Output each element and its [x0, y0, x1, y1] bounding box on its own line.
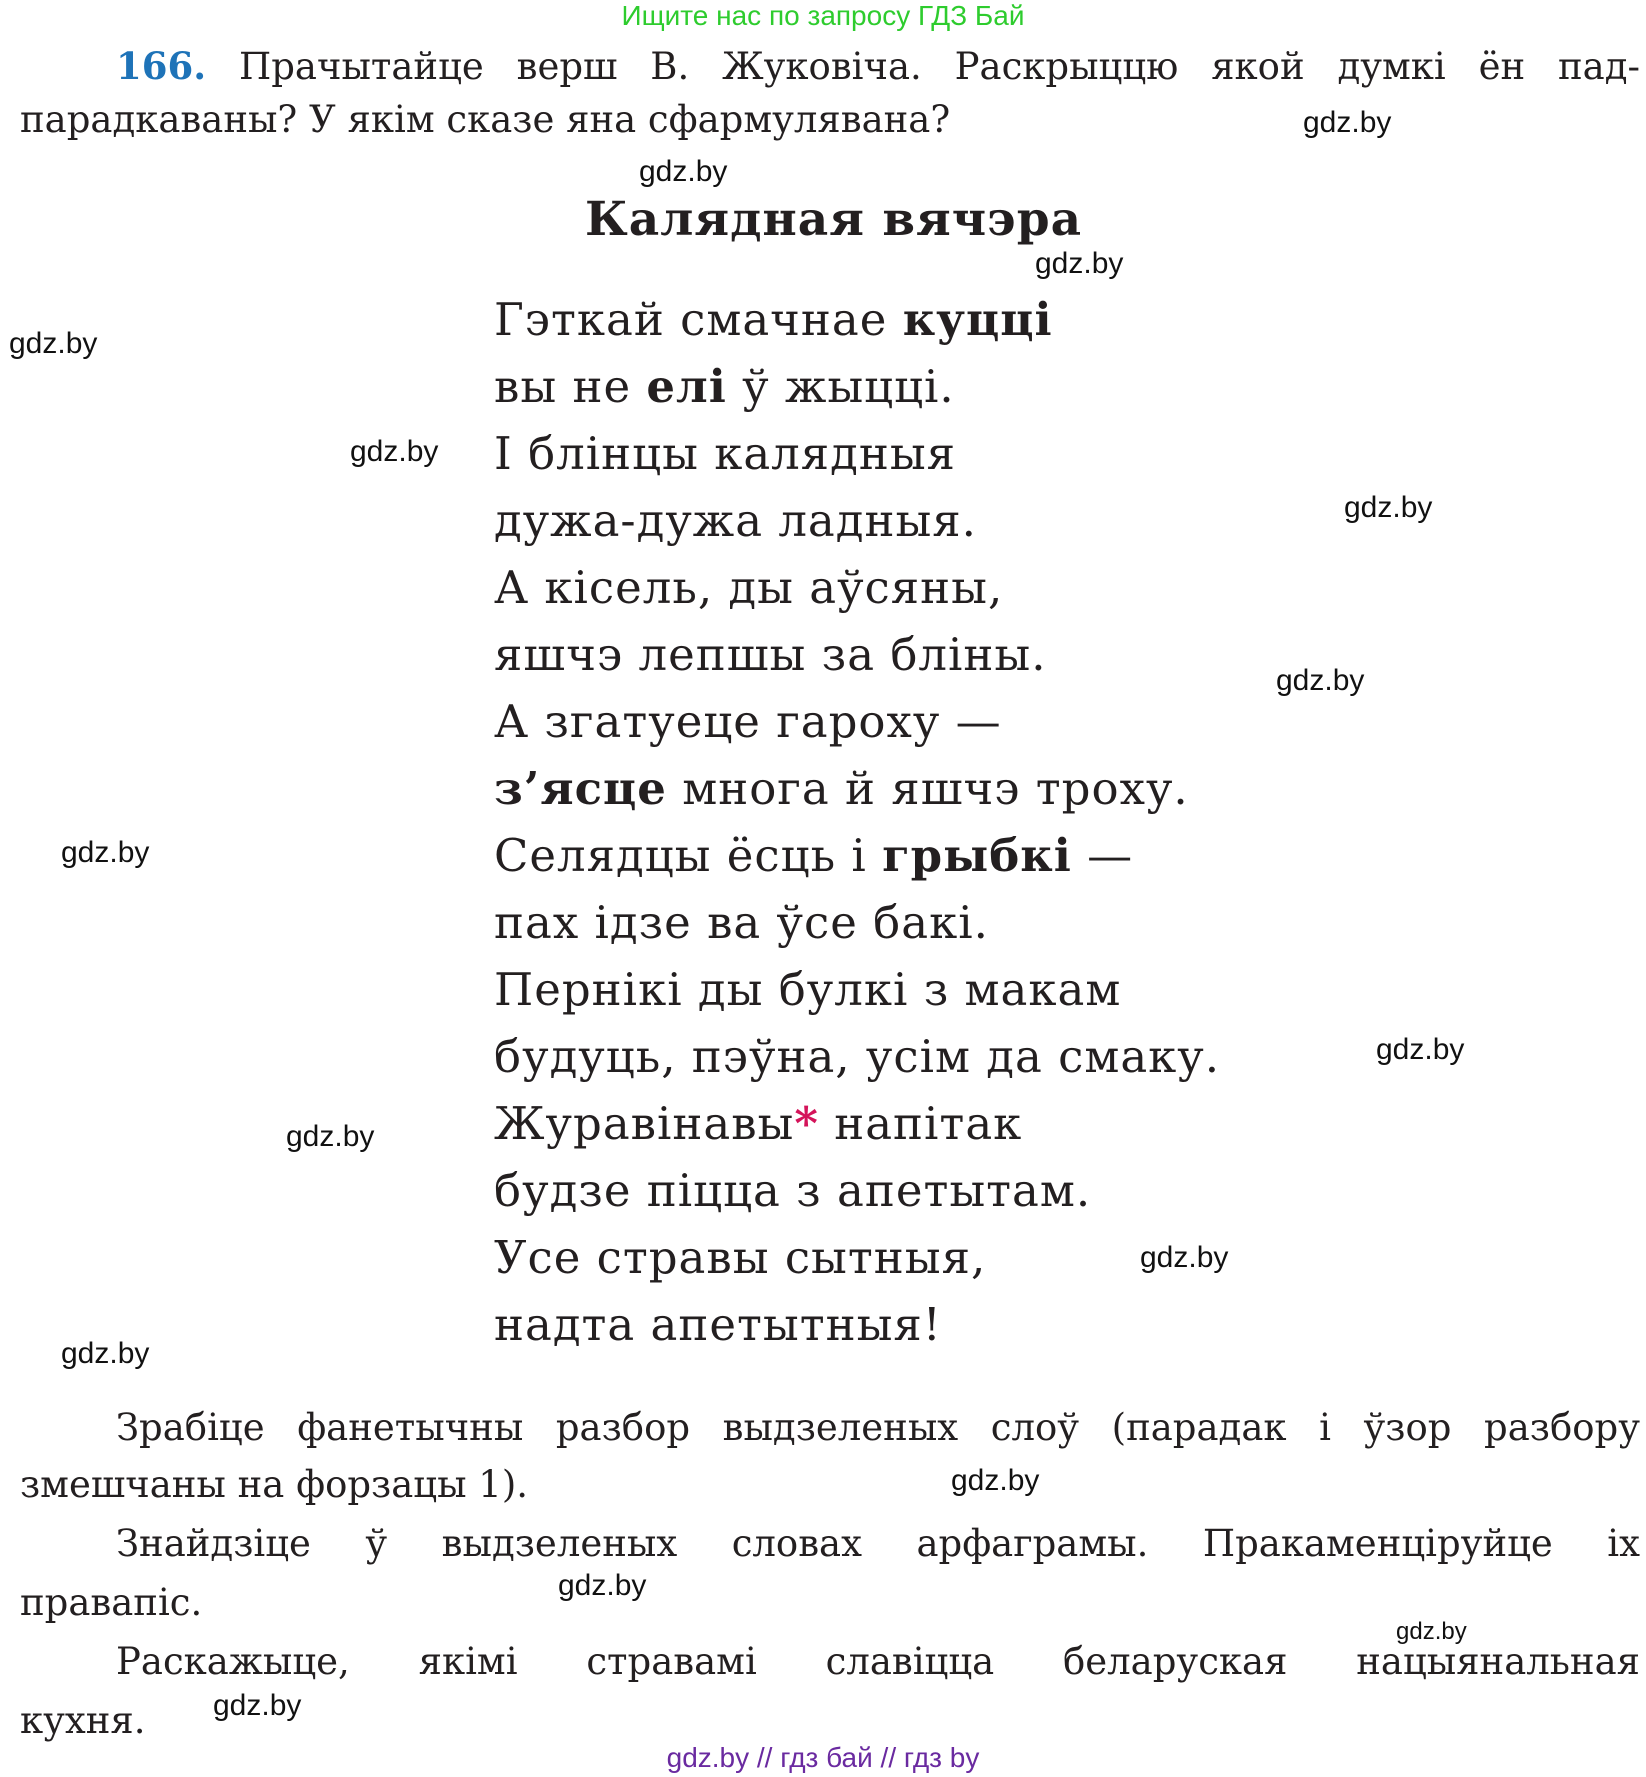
poem-line [494, 359, 955, 415]
poem-title: Калядная вячэра [585, 192, 1083, 247]
task-2-line-1: Знайдзіце ў выдзеленых словах арфаграмы. Пракаменціруйце іх [116, 1522, 1640, 1565]
poem-text: Пернікі ды булкі з макам [494, 963, 1122, 1016]
watermark: gdz.by [558, 1569, 647, 1602]
task-1-line-1: Зрабіце фанетычны разбор выдзеленых слоў (парадак і ўзор разбору [116, 1406, 1640, 1449]
poem-line [494, 761, 1189, 817]
poem-line [494, 1297, 942, 1353]
poem-text: напітак [818, 1097, 1023, 1150]
poem-line [494, 1230, 986, 1286]
exercise-line-2: парадкаваны? У якім сказе яна сфармулявана? [20, 98, 951, 141]
poem-line [494, 1163, 1091, 1219]
highlighted-word: куцці [902, 293, 1053, 346]
highlighted-word: елі [646, 360, 727, 413]
exercise-text-1: Прачытайце верш В. Жуковіча. Раскрыццю якой думкі ён пад- [238, 45, 1641, 88]
poem-line [494, 962, 1121, 1018]
watermark: gdz.by [1035, 247, 1124, 280]
footnote-asterisk: * [794, 1097, 819, 1150]
poem-text: — [1071, 829, 1134, 882]
poem-text: Гэткай смачнае [494, 293, 903, 346]
poem-line [494, 694, 1002, 750]
poem-line [494, 426, 956, 482]
poem-line [494, 292, 1053, 348]
watermark: gdz.by [1396, 1618, 1467, 1645]
poem-text: дужа-дужа ладныя. [494, 494, 977, 547]
watermark: gdz.by [1276, 664, 1365, 697]
poem-text: А кісель, ды аўсяны, [494, 561, 1004, 614]
poem-line [494, 1029, 1220, 1085]
poem-text: І блінцы калядныя [494, 427, 957, 480]
watermark: gdz.by [9, 327, 98, 360]
poem-text: Усе стравы сытныя, [494, 1231, 987, 1284]
poem-line [494, 1096, 1022, 1152]
watermark: gdz.by [286, 1120, 375, 1153]
search-banner: Ищите нас по запросу ГДЗ Бай [621, 0, 1025, 31]
footer-links: gdz.by // гдз бай // гдз by [666, 1742, 980, 1773]
task-2-line-2: правапіс. [20, 1581, 203, 1624]
poem-text: яшчэ лепшы за бліны. [494, 628, 1047, 681]
highlighted-word: з’ясце [494, 762, 667, 815]
watermark: gdz.by [61, 836, 150, 869]
watermark: gdz.by [951, 1464, 1040, 1497]
poem-text: многа й яшчэ троху. [666, 762, 1189, 815]
watermark: gdz.by [1140, 1241, 1229, 1274]
exercise-number: 166. [116, 44, 207, 88]
poem-text: пах ідзе ва ўсе бакі. [494, 896, 989, 949]
poem-text: будзе піцца з апетытам. [494, 1164, 1092, 1217]
watermark: gdz.by [639, 155, 728, 188]
exercise-line-1 [116, 44, 1640, 89]
poem-text: вы не [494, 360, 647, 413]
poem-text: будуць, пэўна, усім да смаку. [494, 1030, 1221, 1083]
watermark: gdz.by [1376, 1033, 1465, 1066]
watermark: gdz.by [61, 1337, 150, 1370]
task-1-line-2: змешчаны на форзацы 1). [20, 1463, 529, 1506]
poem-line [494, 828, 1133, 884]
task-3-line-1: Раскажыце, якімі стравамі славіцца беларуская нацыянальная [116, 1640, 1640, 1683]
poem-line [494, 493, 977, 549]
poem-text: Журавінавы [494, 1097, 795, 1150]
poem-text: ў жыцці. [726, 360, 955, 413]
task-3-line-2: кухня. [20, 1699, 146, 1742]
watermark: gdz.by [213, 1689, 302, 1722]
poem-text: надта апетытныя! [494, 1298, 942, 1351]
watermark: gdz.by [1344, 491, 1433, 524]
poem-text: А згатуеце гароху — [494, 695, 1002, 748]
watermark: gdz.by [350, 435, 439, 468]
watermark: gdz.by [1303, 106, 1392, 139]
poem-text: Селядцы ёсць і [494, 829, 883, 882]
poem-line [494, 560, 1003, 616]
poem-line [494, 895, 989, 951]
highlighted-word: грыбкі [882, 829, 1072, 882]
poem-line [494, 627, 1047, 683]
